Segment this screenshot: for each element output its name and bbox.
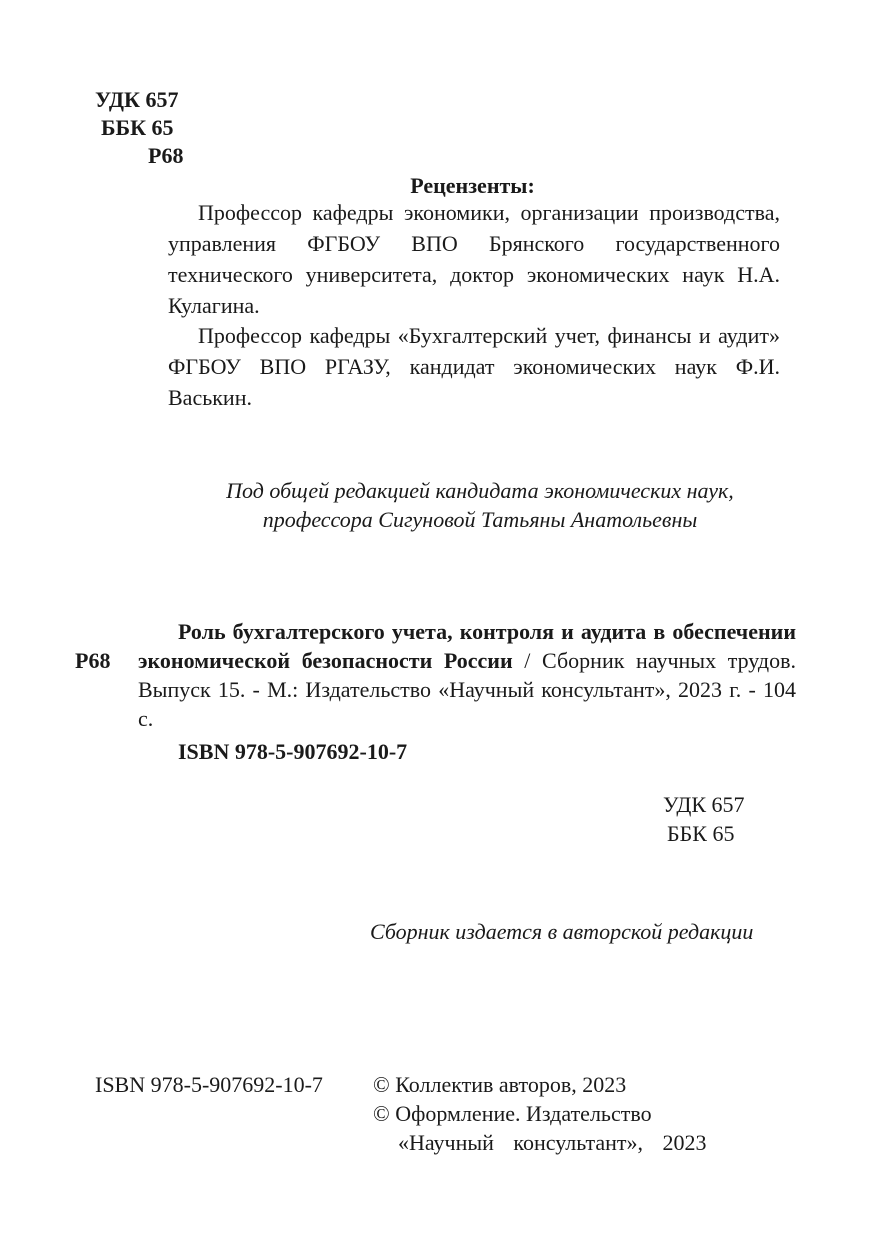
- biblio-isbn: ISBN 978-5-907692-10-7: [178, 739, 408, 764]
- editor-line-2: профессора Сигуновой Татьяны Анатольевны: [262, 507, 698, 532]
- biblio-title: Роль бухгалтерского учета, контроля и аудита в обеспечении экономической безопасности России: [138, 619, 796, 673]
- reviewer-1: [168, 197, 780, 321]
- biblio-author-sign: Р68: [75, 648, 111, 673]
- udk-code: УДК 657: [95, 87, 179, 112]
- classification-codes: [95, 86, 183, 170]
- editor-note: [120, 476, 840, 534]
- classification-codes-right: [663, 790, 745, 848]
- reviewers-title: Рецензенты:: [410, 173, 535, 198]
- bibliographic-description: [138, 617, 796, 733]
- reviewer-2: [168, 320, 780, 413]
- reviewer-2-text: Профессор кафедры «Бухгалтерский учет, финансы и аудит» ФГБОУ ВПО РГАЗУ, кандидат экономических наук Ф.И. Васькин.: [168, 323, 780, 410]
- bbk-code: ББК 65: [101, 115, 174, 140]
- reviewer-1-text: Профессор кафедры экономики, организации производства, управления ФГБОУ ВПО Брянского государственного технического университета, доктор экономических наук Н.А. Кулагина.: [168, 200, 780, 318]
- copyright-design: © Оформление. Издательство: [373, 1101, 652, 1126]
- footer-isbn: ISBN 978-5-907692-10-7: [95, 1072, 323, 1097]
- copyright-authors: © Коллектив авторов, 2023: [373, 1072, 627, 1097]
- copyright-block: [373, 1070, 707, 1157]
- editor-line-1: Под общей редакцией кандидата экономических наук,: [226, 478, 734, 503]
- biblio-details: / Сборник научных трудов. Выпуск 15. - М.: Издательство «Научный консультант», 2023 г. - 104 с.: [138, 648, 797, 731]
- author-edition-note: Сборник издается в авторской редакции: [370, 919, 754, 944]
- bbk-code-right: ББК 65: [667, 821, 735, 846]
- udk-code-right: УДК 657: [663, 792, 745, 817]
- author-sign: Р68: [148, 143, 184, 168]
- copyright-publisher: «Научный консультант», 2023: [398, 1130, 707, 1155]
